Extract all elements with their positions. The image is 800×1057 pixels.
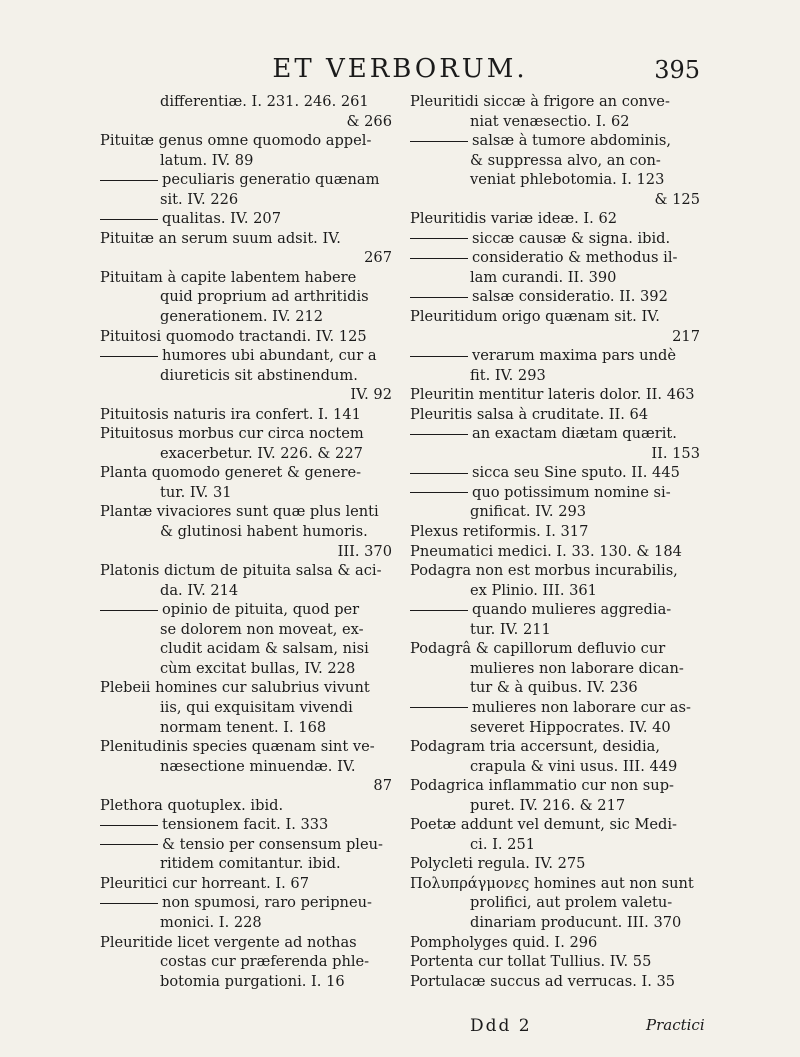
index-entry-text: botomia purgationi. I. 16 xyxy=(160,972,345,990)
index-entry-line xyxy=(100,854,398,874)
repeat-dash xyxy=(410,238,468,239)
index-entry-headword xyxy=(100,405,398,425)
index-entry-text: & tensio per consensum pleu- xyxy=(162,835,383,853)
index-entry-text: normam tenent. I. 168 xyxy=(160,718,327,736)
index-entry-line xyxy=(410,190,706,210)
left-column xyxy=(100,92,398,991)
index-entry-text: latum. IV. 89 xyxy=(160,151,254,169)
index-entry-line xyxy=(100,581,398,601)
index-entry-text: severet Hippocrates. IV. 40 xyxy=(470,718,671,736)
index-entry-line xyxy=(410,581,706,601)
index-entry-line xyxy=(410,835,706,855)
index-entry-line xyxy=(410,659,706,679)
index-entry-headword xyxy=(410,92,706,112)
repeat-dash xyxy=(100,610,158,611)
index-entry-text: an exactam diætam quærit. xyxy=(472,425,677,443)
index-entry-line xyxy=(410,346,706,366)
index-entry-text: cùm excitat bullas, IV. 228 xyxy=(160,659,356,677)
index-entry-line xyxy=(100,952,398,972)
index-entry-line xyxy=(100,757,398,777)
index-entry-text: puret. IV. 216. & 217 xyxy=(470,796,626,814)
index-entry-line xyxy=(410,131,706,151)
index-entry-text: Plethora quotuplex. ibid. xyxy=(100,796,284,814)
index-entry-text: mulieres non laborare dican- xyxy=(470,659,684,677)
index-entry-line xyxy=(410,483,706,503)
index-entry-text: diureticis sit abstinendum. xyxy=(160,366,358,384)
index-entry-text: Pleuritis salsa à cruditate. II. 64 xyxy=(410,405,649,423)
index-entry-headword xyxy=(410,405,706,425)
index-entry-text: lam curandi. II. 390 xyxy=(470,268,617,286)
index-entry-line xyxy=(410,444,706,464)
index-entry-text: quo potissimum nomine si- xyxy=(472,483,671,501)
index-entry-headword xyxy=(410,542,706,562)
index-entry-line xyxy=(410,151,706,171)
index-entry-text: Portenta cur tollat Tullius. IV. 55 xyxy=(410,953,652,971)
index-entry-text: II. 153 xyxy=(651,444,700,462)
index-entry-headword xyxy=(410,854,706,874)
index-entry-headword xyxy=(410,385,706,405)
right-column xyxy=(410,92,706,991)
index-entry-text: mulieres non laborare cur as- xyxy=(472,698,691,716)
index-entry-line xyxy=(100,972,398,992)
index-entry-text: Pompholyges quid. I. 296 xyxy=(410,933,598,951)
index-entry-text: differentiæ. I. 231. 246. 261 xyxy=(160,93,369,110)
index-entry-text: Pituitæ genus omne quomodo appel- xyxy=(100,132,372,150)
index-entry-text: quid proprium ad arthritidis xyxy=(160,288,369,306)
index-entry-text: 87 xyxy=(373,777,392,795)
index-entry-line xyxy=(410,287,706,307)
index-entry-line xyxy=(100,385,398,405)
index-entry-headword xyxy=(410,209,706,229)
index-entry-line xyxy=(100,346,398,366)
index-entry-text: Πολυπράγμονες homines aut non sunt xyxy=(410,874,694,892)
index-entry-line xyxy=(100,620,398,640)
index-entry-line xyxy=(410,620,706,640)
index-entry-headword xyxy=(100,424,398,444)
index-entry-line xyxy=(100,151,398,171)
index-entry-line xyxy=(100,287,398,307)
repeat-dash xyxy=(100,356,158,357)
index-entry-text: IV. 92 xyxy=(350,386,392,404)
index-entry-text: 217 xyxy=(672,327,700,345)
index-entry-text: Pleuritin mentitur lateris dolor. II. 463 xyxy=(410,386,695,404)
index-entry-line xyxy=(100,776,398,796)
index-entry-text: Pleuritidum origo quænam sit. IV. xyxy=(410,308,660,326)
index-entry-headword xyxy=(100,678,398,698)
index-entry-text: Plexus retiformis. I. 317 xyxy=(410,523,589,541)
index-entry-headword xyxy=(410,874,706,894)
index-entry-headword xyxy=(410,737,706,757)
index-entry-line xyxy=(100,718,398,738)
index-entry-line xyxy=(100,522,398,542)
index-entry-text: Pituitam à capite labentem habere xyxy=(100,268,357,286)
index-entry-text: salsæ à tumore abdominis, xyxy=(472,132,672,150)
index-entry-line xyxy=(100,92,398,112)
index-entry-text: niat venæsectio. I. 62 xyxy=(470,112,630,130)
repeat-dash xyxy=(410,297,468,298)
index-entry-text: Pituitæ an serum suum adsit. IV. xyxy=(100,229,341,247)
index-entry-line xyxy=(410,366,706,386)
index-entry-headword xyxy=(410,561,706,581)
index-entry-text: næsectione minuendæ. IV. xyxy=(160,757,356,775)
repeat-dash xyxy=(100,903,158,904)
index-entry-headword xyxy=(410,815,706,835)
index-entry-text: cludit acidam & salsam, nisi xyxy=(160,640,369,658)
repeat-dash xyxy=(410,434,468,435)
index-entry-line xyxy=(100,483,398,503)
index-entry-text: humores ubi abundant, cur a xyxy=(162,347,377,365)
index-entry-line xyxy=(100,542,398,562)
repeat-dash xyxy=(100,180,158,181)
index-entry-headword xyxy=(100,737,398,757)
index-entry-headword xyxy=(100,933,398,953)
index-entry-text: Plantæ vivaciores sunt quæ plus lenti xyxy=(100,503,379,521)
index-entry-text: ritidem comitantur. ibid. xyxy=(160,855,341,873)
index-entry-line xyxy=(410,678,706,698)
index-entry-text: Plebeii homines cur salubrius vivunt xyxy=(100,679,370,697)
index-entry-line xyxy=(100,170,398,190)
index-entry-text: iis, qui exquisitam vivendi xyxy=(160,698,353,716)
index-entry-text: III. 370 xyxy=(337,542,392,560)
index-entry-text: Pleuritidi siccæ à frigore an conve- xyxy=(410,93,670,110)
index-entry-text: & glutinosi habent humoris. xyxy=(160,523,368,541)
index-entry-headword xyxy=(410,952,706,972)
index-entry-text: quando mulieres aggredia- xyxy=(472,601,672,619)
index-entry-line xyxy=(100,639,398,659)
index-entry-headword xyxy=(100,796,398,816)
signature-mark: Ddd 2 xyxy=(470,1016,532,1036)
index-entry-headword xyxy=(100,561,398,581)
repeat-dash xyxy=(100,219,158,220)
catchword: Practici xyxy=(646,1016,705,1034)
index-entry-headword xyxy=(410,522,706,542)
index-entry-text: gnificat. IV. 293 xyxy=(470,503,587,521)
index-entry-line xyxy=(410,757,706,777)
index-entry-line xyxy=(410,698,706,718)
index-entry-text: Planta quomodo generet & genere- xyxy=(100,464,362,482)
index-entry-text: tur & à quibus. IV. 236 xyxy=(470,679,638,697)
index-entry-text: prolifici, aut prolem valetu- xyxy=(470,894,673,912)
index-entry-line xyxy=(410,913,706,933)
index-entry-text: qualitas. IV. 207 xyxy=(162,210,281,228)
index-entry-text: ex Plinio. III. 361 xyxy=(470,581,597,599)
index-entry-text: Plenitudinis species quænam sint ve- xyxy=(100,738,375,756)
index-entry-line xyxy=(100,190,398,210)
index-entry-line xyxy=(410,327,706,347)
index-entry-line xyxy=(100,659,398,679)
index-entry-line xyxy=(410,893,706,913)
index-entry-line xyxy=(100,698,398,718)
index-entry-text: sit. IV. 226 xyxy=(160,190,239,208)
index-entry-line xyxy=(100,248,398,268)
index-entry-headword xyxy=(410,933,706,953)
index-entry-text: opinio de pituita, quod per xyxy=(162,601,360,619)
index-entry-headword xyxy=(100,268,398,288)
index-entry-text: Pleuritici cur horreant. I. 67 xyxy=(100,874,309,892)
index-entry-line xyxy=(410,170,706,190)
index-entry-line xyxy=(100,366,398,386)
page-number: 395 xyxy=(654,56,700,84)
index-entry-line xyxy=(100,444,398,464)
running-head: ET VERBORUM. xyxy=(272,54,528,84)
index-entry-text: salsæ consideratio. II. 392 xyxy=(472,288,668,306)
index-entry-text: Polycleti regula. IV. 275 xyxy=(410,855,586,873)
repeat-dash xyxy=(410,356,468,357)
index-entry-text: sicca seu Sine sputo. II. 445 xyxy=(472,464,680,482)
index-entry-text: tur. IV. 211 xyxy=(470,620,551,638)
index-entry-line xyxy=(100,893,398,913)
index-entry-text: exacerbetur. IV. 226. & 227 xyxy=(160,444,363,462)
index-entry-text: consideratio & methodus il- xyxy=(472,249,678,267)
index-entry-line xyxy=(410,600,706,620)
index-entry-line xyxy=(410,502,706,522)
index-entry-line xyxy=(410,268,706,288)
repeat-dash xyxy=(410,141,468,142)
index-entry-headword xyxy=(100,327,398,347)
index-entry-text: Pituitosis naturis ira confert. I. 141 xyxy=(100,405,361,423)
index-entry-text: da. IV. 214 xyxy=(160,581,239,599)
index-entry-line xyxy=(410,424,706,444)
index-entry-text: & suppressa alvo, an con- xyxy=(470,151,661,169)
index-entry-text: dinariam producunt. III. 370 xyxy=(470,913,682,931)
index-entry-text: & 266 xyxy=(346,112,392,130)
index-entry-text: non spumosi, raro peripneu- xyxy=(162,894,372,912)
index-entry-line xyxy=(100,307,398,327)
index-entry-headword xyxy=(410,307,706,327)
index-entry-headword xyxy=(100,463,398,483)
index-entry-text: Platonis dictum de pituita salsa & aci- xyxy=(100,562,382,580)
index-entry-text: Poetæ addunt vel demunt, sic Medi- xyxy=(410,816,677,834)
index-entry-text: Pleuritide licet vergente ad nothas xyxy=(100,933,357,951)
repeat-dash xyxy=(410,258,468,259)
index-entry-headword xyxy=(100,502,398,522)
index-entry-text: Pneumatici medici. I. 33. 130. & 184 xyxy=(410,542,682,560)
index-entry-text: crapula & vini usus. III. 449 xyxy=(470,757,678,775)
repeat-dash xyxy=(410,610,468,611)
index-entry-text: Pleuritidis variæ ideæ. I. 62 xyxy=(410,210,618,228)
index-entry-line xyxy=(410,229,706,249)
index-entry-text: tur. IV. 31 xyxy=(160,483,232,501)
index-entry-text: verarum maxima pars undè xyxy=(472,347,676,365)
index-entry-headword xyxy=(410,972,706,992)
repeat-dash xyxy=(100,844,158,845)
index-entry-headword xyxy=(100,131,398,151)
index-entry-text: veniat phlebotomia. I. 123 xyxy=(470,171,665,189)
index-entry-text: siccæ causæ & signa. ibid. xyxy=(472,229,671,247)
index-entry-line xyxy=(100,209,398,229)
index-entry-line xyxy=(100,913,398,933)
index-entry-text: Pituitosi quomodo tractandi. IV. 125 xyxy=(100,327,367,345)
index-entry-text: ci. I. 251 xyxy=(470,835,536,853)
index-entry-text: Podagrâ & capillorum defluvio cur xyxy=(410,640,666,658)
index-entry-text: Portulacæ succus ad verrucas. I. 35 xyxy=(410,972,676,990)
index-entry-headword xyxy=(100,874,398,894)
index-entry-text: Podagra non est morbus incurabilis, xyxy=(410,562,678,580)
index-entry-text: & 125 xyxy=(654,190,700,208)
repeat-dash xyxy=(410,707,468,708)
index-entry-text: generationem. IV. 212 xyxy=(160,308,324,326)
index-entry-line xyxy=(410,718,706,738)
index-entry-text: costas cur præferenda phle- xyxy=(160,953,370,971)
index-entry-text: Podagrica inflammatio cur non sup- xyxy=(410,777,674,795)
index-entry-text: peculiaris generatio quænam xyxy=(162,171,380,189)
index-entry-text: tensionem facit. I. 333 xyxy=(162,816,329,834)
index-entry-text: fit. IV. 293 xyxy=(470,366,546,384)
index-entry-line xyxy=(100,600,398,620)
index-entry-line xyxy=(410,248,706,268)
index-entry-headword xyxy=(410,776,706,796)
index-entry-line xyxy=(100,112,398,132)
index-entry-line xyxy=(410,796,706,816)
repeat-dash xyxy=(410,492,468,493)
index-entry-headword xyxy=(410,639,706,659)
index-entry-text: 267 xyxy=(364,249,392,267)
index-entry-text: Podagram tria accersunt, desidia, xyxy=(410,738,660,756)
index-entry-headword xyxy=(100,229,398,249)
index-entry-text: Pituitosus morbus cur circa noctem xyxy=(100,425,364,443)
repeat-dash xyxy=(100,825,158,826)
index-entry-line xyxy=(410,112,706,132)
index-entry-line xyxy=(410,463,706,483)
index-entry-text: monici. I. 228 xyxy=(160,913,262,931)
index-entry-line xyxy=(100,815,398,835)
repeat-dash xyxy=(410,473,468,474)
index-entry-line xyxy=(100,835,398,855)
index-entry-text: se dolorem non moveat, ex- xyxy=(160,620,364,638)
